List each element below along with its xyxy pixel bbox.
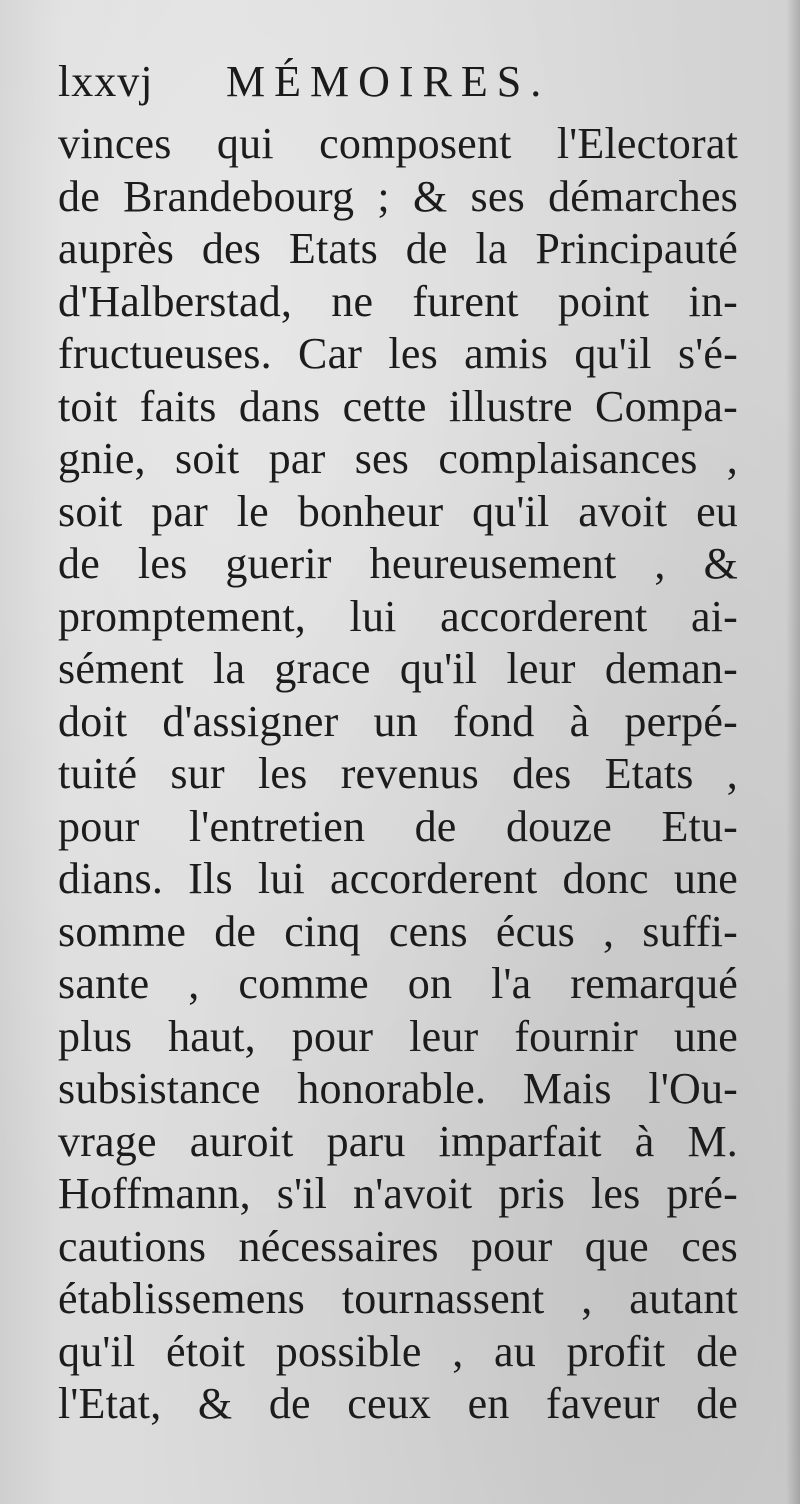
text-line: toit faits dans cette illustre Compa- [58, 381, 738, 431]
text-line: vinces qui composent l'Electorat [58, 119, 738, 168]
text-line: qu'il étoit possible , au profit de [58, 1326, 738, 1376]
page-number: lxxvj [58, 57, 154, 106]
text-line: auprès des Etats de la Principauté [58, 224, 738, 273]
text-line: promptement, lui accorderent ai- [58, 591, 738, 641]
body-text [58, 118, 738, 1431]
text-line: sément la grace qu'il leur deman- [58, 644, 738, 693]
text-line: tuité sur les revenus des Etats , [58, 749, 738, 798]
text-line: soit par le bonheur qu'il avoit eu [58, 486, 738, 536]
text-line: cautions nécessaires pour que ces [58, 1221, 738, 1271]
text-line: de Brandebourg ; & ses démarches [58, 171, 738, 221]
text-line: gnie, soit par ses complaisances , [58, 434, 738, 483]
text-line: doit d'assigner un fond à perpé- [58, 696, 738, 746]
running-title: MÉMOIRES. [226, 57, 551, 106]
text-line: subsistance honorable. Mais l'Ou- [58, 1064, 738, 1113]
text-line: sante , comme on l'a remarqué [58, 959, 738, 1008]
text-line: d'Halberstad, ne furent point in- [58, 276, 738, 326]
text-line: Hoffmann, s'il n'avoit pris les pré- [58, 1169, 738, 1218]
text-line: fructueuses. Car les amis qu'il s'é- [58, 329, 738, 378]
text-line: de les guerir heureusement , & [58, 539, 738, 588]
text-line: somme de cinq cens écus , suffi- [58, 906, 738, 956]
text-line: l'Etat, & de ceux en faveur de [58, 1379, 738, 1428]
text-line: dians. Ils lui accorderent donc une [58, 854, 738, 903]
running-head [58, 52, 738, 112]
text-line: pour l'entretien de douze Etu- [58, 801, 738, 851]
text-line: vrage auroit paru imparfait à M. [58, 1116, 738, 1166]
text-line: établissemens tournassent , autant [58, 1274, 738, 1323]
text-line: plus haut, pour leur fournir une [58, 1011, 738, 1061]
